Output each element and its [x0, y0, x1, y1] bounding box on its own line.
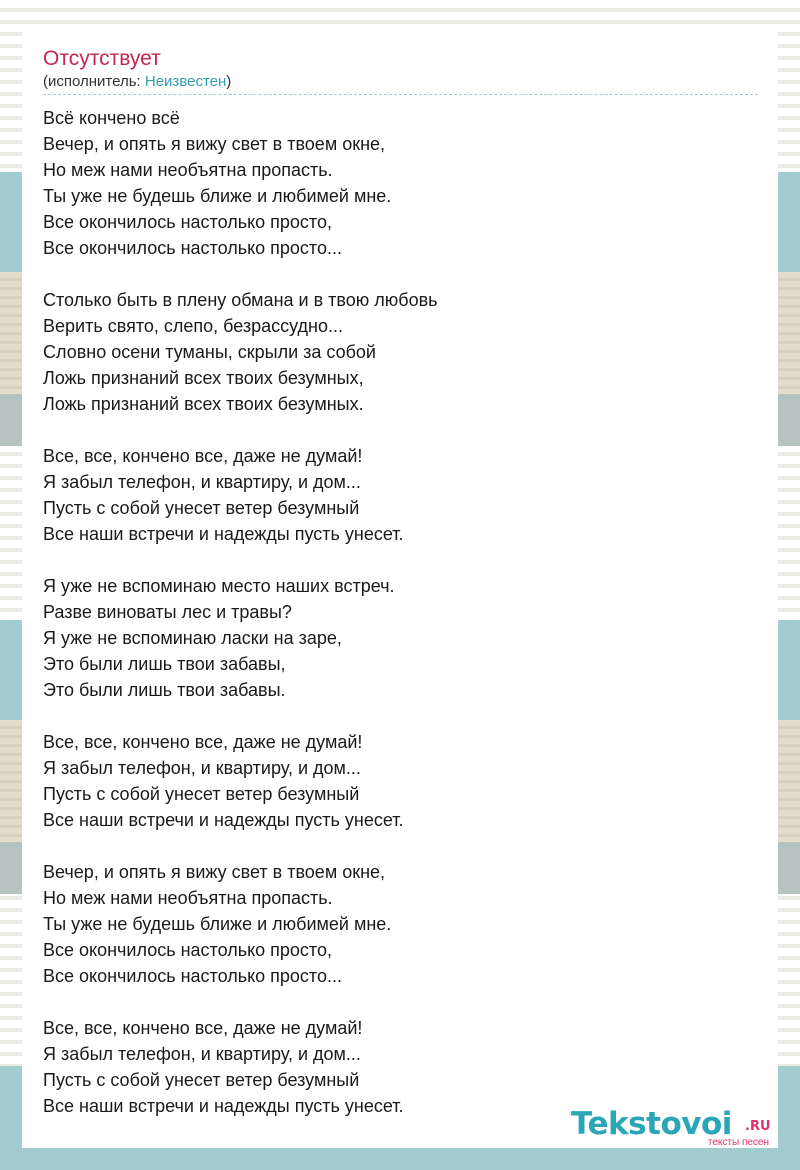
lyric-line: Я забыл телефон, и квартиру, и дом...	[43, 472, 361, 492]
lyric-line: Все окончилось настолько просто...	[43, 966, 342, 986]
lyric-line: Ты уже не будешь ближе и любимей мне.	[43, 914, 392, 934]
lyric-line: Словно осени туманы, скрыли за собой	[43, 342, 376, 362]
artist-link[interactable]: Неизвестен	[144, 73, 227, 90]
logo-wordmark: Tekstovoi	[571, 1106, 732, 1142]
lyric-line: Я забыл телефон, и квартиру, и дом...	[43, 758, 361, 778]
lyric-line: Столько быть в плену обмана и в твою любовь	[43, 290, 438, 310]
logo-domain: .RU	[745, 1119, 771, 1134]
lyrics-body	[43, 105, 758, 1119]
song-title: Отсутствует	[43, 47, 161, 70]
lyric-line: Я забыл телефон, и квартиру, и дом...	[43, 1044, 361, 1064]
lyric-line: Все, все, кончено все, даже не думай!	[43, 446, 363, 466]
lyric-line: Вечер, и опять я вижу свет в твоем окне,	[43, 134, 386, 154]
lyric-line: Это были лишь твои забавы.	[43, 680, 286, 700]
lyrics-stanza	[43, 287, 758, 417]
lyric-line: Все, все, кончено все, даже не думай!	[43, 1018, 363, 1038]
lyrics-stanza	[43, 1015, 758, 1119]
lyric-line: Пусть с собой унесет ветер безумный	[43, 1070, 360, 1090]
lyric-line: Но меж нами необъятна пропасть.	[43, 888, 333, 908]
lyric-line: Это были лишь твои забавы,	[43, 654, 286, 674]
lyric-line: Пусть с собой унесет ветер безумный	[43, 498, 360, 518]
lyric-line: Вечер, и опять я вижу свет в твоем окне,	[43, 862, 386, 882]
lyric-line: Пусть с собой унесет ветер безумный	[43, 784, 360, 804]
lyric-line: Все, все, кончено все, даже не думай!	[43, 732, 363, 752]
lyric-line: Разве виноваты лес и травы?	[43, 602, 292, 622]
lyrics-stanza	[43, 573, 758, 703]
lyrics-card	[22, 32, 778, 1148]
lyric-line: Всё кончено всё	[43, 108, 180, 128]
lyric-line: Я уже не вспоминаю место наших встреч.	[43, 576, 395, 596]
lyrics-stanza	[43, 729, 758, 833]
lyric-line: Ты уже не будешь ближе и любимей мне.	[43, 186, 392, 206]
site-logo[interactable]	[571, 1107, 771, 1147]
lyric-line: Ложь признаний всех твоих безумных,	[43, 368, 364, 388]
lyric-line: Ложь признаний всех твоих безумных.	[43, 394, 364, 414]
lyrics-stanza	[43, 105, 758, 261]
lyric-line: Все наши встречи и надежды пусть унесет.	[43, 810, 404, 830]
artist-line	[43, 73, 231, 91]
lyric-line: Все наши встречи и надежды пусть унесет.	[43, 524, 404, 544]
lyric-line: Все окончилось настолько просто,	[43, 940, 332, 960]
artist-prefix: (исполнитель:	[43, 73, 145, 90]
header-divider	[43, 94, 758, 95]
lyric-line: Но меж нами необъятна пропасть.	[43, 160, 333, 180]
logo-tagline: тексты песен	[707, 1137, 769, 1148]
lyric-line: Все наши встречи и надежды пусть унесет.	[43, 1096, 404, 1116]
lyric-line: Я уже не вспоминаю ласки на заре,	[43, 628, 342, 648]
lyrics-stanza	[43, 859, 758, 989]
lyric-line: Все окончилось настолько просто...	[43, 238, 342, 258]
lyric-line: Все окончилось настолько просто,	[43, 212, 332, 232]
lyrics-stanza	[43, 443, 758, 547]
lyric-line: Верить свято, слепо, безрассудно...	[43, 316, 343, 336]
artist-suffix: )	[226, 73, 232, 90]
